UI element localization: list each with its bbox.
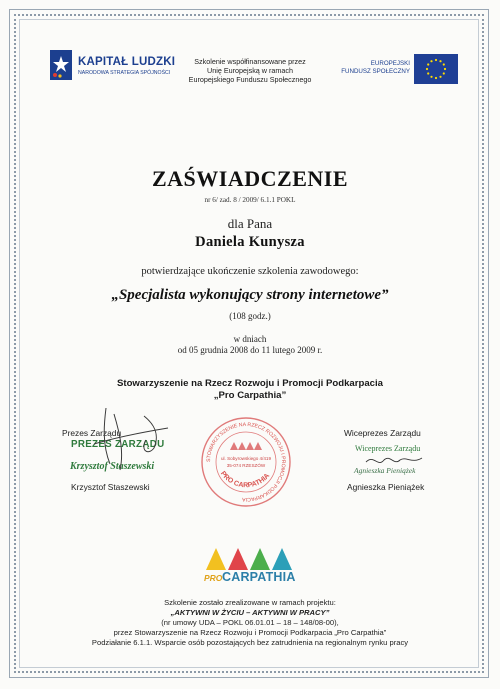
kapital-ludzki-subtitle: NARODOWA STRATEGIA SPÓJNOŚCI [78,70,171,76]
right-signatory-name: Agnieszka Pieniążek [347,482,425,492]
eu-star-icon [426,68,428,70]
round-stamp-ring-text: STOWARZYSZENIE NA RZECZ ROZWOJU I PROMOCJI PODKARPACIA [205,421,287,503]
eu-star-icon [435,77,437,79]
eu-star-icon [427,63,429,65]
right-stamp-role: Wiceprezes Zarządu [355,444,421,453]
left-stamp-role: PREZES ZARZĄDU [71,439,165,450]
right-signatory-role: Wiceprezes Zarządu [344,428,421,438]
eu-star-icon [439,76,441,78]
course-name: „Specjalista wykonujący strony internetowe” [111,287,389,303]
logo-pro-text: PRO [204,573,223,583]
kapital-ludzki-logo [48,48,178,84]
eu-star-icon [435,59,437,61]
organization-name [0,378,500,402]
kapital-ludzki-title: KAPITAŁ LUDZKI [78,56,176,68]
svg-text:STOWARZYSZENIE NA RZECZ ROZWOJ [206,422,286,502]
round-stamp-bottom-text: PRO CARPATHIA [218,470,272,490]
completion-statement: potwierdzające ukończenie szkolenia zawodowego: [141,266,359,277]
footer-line-5: Podziałanie 6.1.1. Wsparcie osób pozostających bez zatrudnienia na regionalnym rynku pracy [91,638,409,647]
eu-fund-line-2: FUNDUSZ SPOŁECZNY [341,68,410,75]
recipient-name: Daniela Kunysza [195,234,305,250]
cofinancing-line-2: Unię Europejską w ramach [207,66,293,75]
cofinancing-line-3: Europejskiego Funduszu Społecznego [188,75,312,84]
left-handwritten-signature [84,404,174,474]
kapital-ludzki-star-icon [48,48,74,82]
eu-star-icon [443,63,445,65]
eu-flag-icon [414,54,458,84]
eu-star-icon [444,68,446,70]
organization-line-2: „Pro Carpathia” [213,390,287,401]
footer-line-3: (nr umowy UDA – POKL 06.01.01 – 18 – 148/08-00), [161,618,339,627]
round-stamp-address-2: 35-074 RZESZÓW [226,463,266,468]
eu-star-icon [430,76,432,78]
left-signatory-role: Prezes Zarządu [62,428,122,438]
footer-line-4: przez Stowarzyszenie na Rzecz Rozwoju i Promocji Podkarpacia „Pro Carpathia” [113,628,387,637]
eu-star-icon [443,72,445,74]
cofinancing-note [170,57,330,84]
left-signatory-name: Krzysztof Staszewski [71,482,150,492]
certificate-title: ZAŚWIADCZENIE [152,166,348,191]
logo-carpathia-text: CARPATHIA [222,570,296,584]
course-dates: od 05 grudnia 2008 do 11 lutego 2009 r. [177,345,323,355]
round-stamp-address-1: ul. Sobyrowskiego 4/419 [220,456,272,461]
course-hours: (108 godz.) [229,311,271,321]
dates-label: w dniach [233,334,267,344]
eu-fund-label [340,60,410,76]
eu-star-icon [430,60,432,62]
right-stamp-name: Agnieszka Pieniążek [354,466,416,475]
eu-star-icon [427,72,429,74]
certificate-reference: nr 6/ zad. 8 / 2009/ 6.1.1 POKL [204,196,296,204]
eu-fund-line-1: EUROPEJSKI [370,60,410,67]
project-footer [30,598,470,648]
left-stamp-name: Krzysztof Staszewski [70,461,155,472]
footer-line-1: Szkolenie zostało zrealizowane w ramach projektu: [164,598,336,607]
salutation: dla Pana [227,216,273,231]
organization-round-stamp [200,416,292,508]
cofinancing-line-1: Szkolenie współfinansowane przez [194,57,306,66]
right-handwritten-signature [364,452,424,472]
organization-line-1: Stowarzyszenie na Rzecz Rozwoju i Promocji Podkarpacia [116,378,384,389]
eu-star-icon [439,60,441,62]
footer-project-name: „AKTYWNI W ŻYCIU – AKTYWNI W PRACY” [170,608,330,617]
